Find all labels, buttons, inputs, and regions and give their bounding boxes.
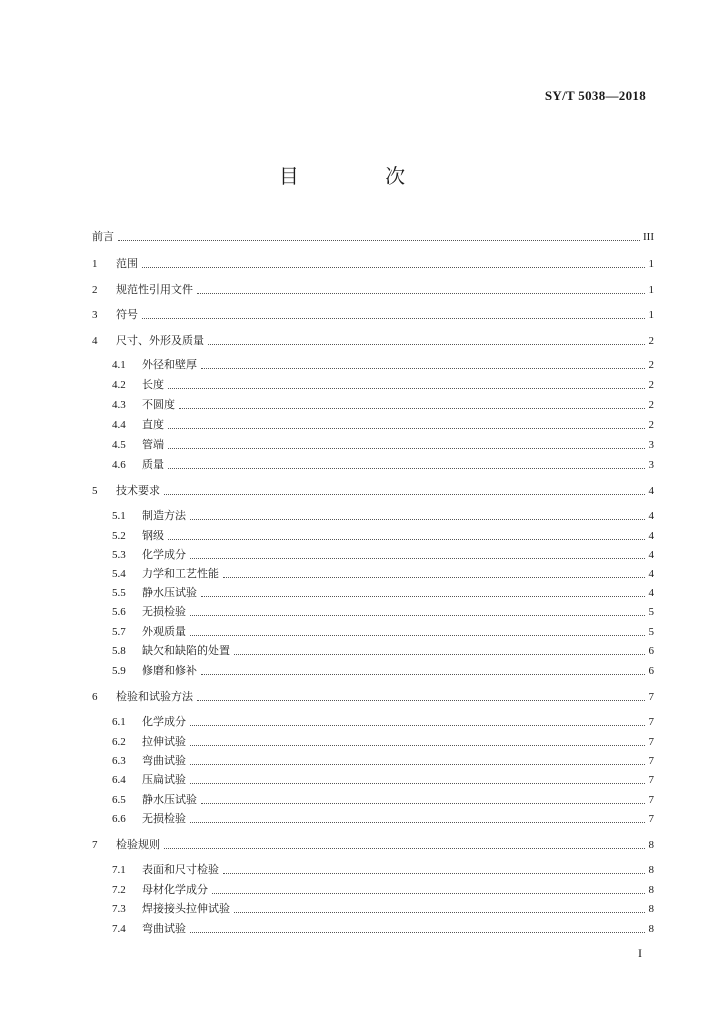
- toc-entry-page: 2: [648, 379, 654, 391]
- toc-entry[interactable]: [112, 662, 654, 678]
- toc-entry-label: 压扁试验: [142, 773, 186, 786]
- toc-entry[interactable]: [112, 733, 654, 749]
- toc-entry-page: 7: [648, 774, 654, 786]
- toc-entry-page: 4: [648, 587, 654, 599]
- toc-entry-label: 弯曲试验: [142, 754, 186, 767]
- toc-entry-number: 4.4: [112, 419, 126, 431]
- toc-entry[interactable]: [112, 376, 654, 392]
- toc-entry-number: 7.2: [112, 884, 126, 896]
- toc-entry-label: 外径和壁厚: [142, 358, 197, 371]
- toc-leader-dots: [223, 872, 645, 874]
- toc-entry-page: 3: [648, 439, 654, 451]
- toc-entry[interactable]: [112, 546, 654, 562]
- toc-entry[interactable]: [112, 396, 654, 412]
- toc-entry-label: 长度: [142, 378, 164, 391]
- toc-entry-number: 6.3: [112, 755, 126, 767]
- toc-entry-page: 1: [648, 309, 654, 321]
- toc-leader-dots: [168, 538, 645, 540]
- toc-leader-dots: [190, 744, 645, 746]
- toc-entry-label: 无损检验: [142, 812, 186, 825]
- toc-leader-dots: [190, 763, 645, 765]
- toc-entry-number: 5.8: [112, 645, 126, 657]
- toc-entry-number: 5.1: [112, 510, 126, 522]
- toc-entry[interactable]: [112, 900, 654, 916]
- toc-entry-number: 5.6: [112, 606, 126, 618]
- toc-entry-label: 缺欠和缺陷的处置: [142, 644, 230, 657]
- toc-entry-number: 4.6: [112, 459, 126, 471]
- toc-entry-label: 质量: [142, 458, 164, 471]
- toc-entry-label: 范围: [116, 257, 138, 270]
- toc-entry-page: III: [643, 231, 654, 243]
- toc-title: 目 次: [278, 164, 446, 188]
- toc-entry-number: 5: [92, 485, 98, 497]
- toc-entry-label: 尺寸、外形及质量: [116, 334, 204, 347]
- toc-entry-label: 符号: [116, 308, 138, 321]
- toc-entry-page: 2: [648, 359, 654, 371]
- toc-leader-dots: [142, 317, 645, 319]
- toc-leader-dots: [201, 595, 645, 597]
- toc-entry-number: 7: [92, 839, 98, 851]
- toc-entry-page: 8: [648, 839, 654, 851]
- toc-entry-page: 8: [648, 903, 654, 915]
- toc-entry[interactable]: [112, 584, 654, 600]
- toc-leader-dots: [168, 447, 645, 449]
- toc-entry-page: 7: [648, 755, 654, 767]
- toc-entry-number: 3: [92, 309, 98, 321]
- toc-entry-label: 钢级: [142, 529, 164, 542]
- toc-entry-label: 不圆度: [142, 398, 175, 411]
- toc-entry-label: 无损检验: [142, 605, 186, 618]
- toc-entry-number: 7.3: [112, 903, 126, 915]
- toc-entry[interactable]: [92, 306, 654, 322]
- toc-entry-number: 6.2: [112, 736, 126, 748]
- toc-leader-dots: [168, 387, 645, 389]
- toc-entry-number: 1: [92, 258, 98, 270]
- toc-entry-label: 化学成分: [142, 715, 186, 728]
- toc-entry-label: 规范性引用文件: [116, 283, 193, 296]
- toc-entry-number: 6.6: [112, 813, 126, 825]
- toc-entry[interactable]: [112, 771, 654, 787]
- toc-entry-number: 5.3: [112, 549, 126, 561]
- toc-entry-page: 8: [648, 923, 654, 935]
- toc-leader-dots: [168, 467, 645, 469]
- toc-leader-dots: [190, 724, 645, 726]
- toc-leader-dots: [197, 699, 645, 701]
- toc-leader-dots: [179, 407, 645, 409]
- toc-entry-label: 直度: [142, 418, 164, 431]
- toc-entry-page: 6: [648, 645, 654, 657]
- toc-entry[interactable]: [112, 623, 654, 639]
- toc-entry-label: 检验规则: [116, 838, 160, 851]
- toc-entry-number: 4.2: [112, 379, 126, 391]
- toc-entry-page: 5: [648, 626, 654, 638]
- toc-entry[interactable]: [112, 861, 654, 877]
- toc-entry[interactable]: [92, 255, 654, 271]
- toc-entry-page: 4: [648, 549, 654, 561]
- toc-leader-dots: [164, 493, 645, 495]
- toc-entry[interactable]: [112, 810, 654, 826]
- toc-leader-dots: [190, 614, 645, 616]
- toc-entry-label: 前言: [92, 230, 114, 243]
- toc-entry[interactable]: [112, 527, 654, 543]
- toc-entry-label: 制造方法: [142, 509, 186, 522]
- toc-entry-label: 技术要求: [116, 484, 160, 497]
- toc-entry-page: 4: [648, 568, 654, 580]
- toc-leader-dots: [234, 911, 645, 913]
- toc-entry[interactable]: [92, 332, 654, 348]
- toc-leader-dots: [168, 427, 645, 429]
- toc-entry-number: 5.4: [112, 568, 126, 580]
- toc-entry[interactable]: [92, 482, 654, 498]
- toc-leader-dots: [190, 931, 645, 933]
- toc-leader-dots: [118, 239, 640, 241]
- toc-entry-label: 力学和工艺性能: [142, 567, 219, 580]
- toc-leader-dots: [190, 782, 645, 784]
- toc-leader-dots: [208, 343, 645, 345]
- toc-entry-number: 7.1: [112, 864, 126, 876]
- toc-entry-page: 8: [648, 864, 654, 876]
- toc-entry-page: 4: [648, 510, 654, 522]
- toc-entry-page: 5: [648, 606, 654, 618]
- toc-entry-number: 4.3: [112, 399, 126, 411]
- toc-entry-page: 7: [648, 716, 654, 728]
- toc-entry[interactable]: [112, 920, 654, 936]
- toc-entry[interactable]: [92, 281, 654, 297]
- toc-entry[interactable]: [92, 836, 654, 852]
- toc-entry-label: 化学成分: [142, 548, 186, 561]
- toc-entry[interactable]: [112, 642, 654, 658]
- toc-entry[interactable]: [112, 436, 654, 452]
- toc-entry-page: 3: [648, 459, 654, 471]
- toc-entry-label: 焊接接头拉伸试验: [142, 902, 230, 915]
- toc-leader-dots: [190, 634, 645, 636]
- toc-leader-dots: [190, 557, 645, 559]
- toc-entry-number: 6.1: [112, 716, 126, 728]
- toc-entry-label: 拉伸试验: [142, 735, 186, 748]
- toc-entry-page: 1: [648, 284, 654, 296]
- toc-entry-number: 2: [92, 284, 98, 296]
- toc-entry[interactable]: [112, 416, 654, 432]
- toc-entry-page: 2: [648, 419, 654, 431]
- toc-leader-dots: [201, 673, 645, 675]
- toc-entry-page: 7: [648, 813, 654, 825]
- toc-entry-number: 6.4: [112, 774, 126, 786]
- toc-entry-label: 外观质量: [142, 625, 186, 638]
- toc-leader-dots: [142, 266, 645, 268]
- toc-entry-page: 2: [648, 335, 654, 347]
- toc-entry-page: 2: [648, 399, 654, 411]
- toc-entry-page: 7: [648, 691, 654, 703]
- page-number: I: [638, 946, 642, 960]
- toc-leader-dots: [201, 802, 645, 804]
- toc-entry-label: 静水压试验: [142, 793, 197, 806]
- toc-entry[interactable]: [112, 791, 654, 807]
- toc-entry-label: 母材化学成分: [142, 883, 208, 896]
- toc-entry[interactable]: [112, 603, 654, 619]
- toc-entry-label: 表面和尺寸检验: [142, 863, 219, 876]
- toc-entry-page: 4: [648, 530, 654, 542]
- toc-leader-dots: [234, 653, 645, 655]
- toc-entry-number: 6: [92, 691, 98, 703]
- toc-entry-label: 静水压试验: [142, 586, 197, 599]
- toc-entry[interactable]: [112, 752, 654, 768]
- toc-leader-dots: [201, 367, 645, 369]
- toc-entry-page: 7: [648, 736, 654, 748]
- toc-entry[interactable]: [112, 356, 654, 372]
- toc-entry-page: 7: [648, 794, 654, 806]
- toc-entry-number: 5.7: [112, 626, 126, 638]
- standard-code: SY/T 5038—2018: [544, 88, 646, 103]
- toc-entry-page: 6: [648, 665, 654, 677]
- toc-entry[interactable]: [112, 565, 654, 581]
- toc-entry-page: 4: [648, 485, 654, 497]
- toc-leader-dots: [223, 576, 645, 578]
- toc-entry-number: 4: [92, 335, 98, 347]
- toc-leader-dots: [197, 292, 645, 294]
- toc-entry[interactable]: [92, 688, 654, 704]
- toc-entry[interactable]: [112, 456, 654, 472]
- toc-entry-label: 修磨和修补: [142, 664, 197, 677]
- toc-entry[interactable]: [92, 228, 654, 244]
- toc-entry[interactable]: [112, 713, 654, 729]
- toc-leader-dots: [190, 518, 645, 520]
- toc-entry-number: 5.2: [112, 530, 126, 542]
- toc-entry-number: 5.9: [112, 665, 126, 677]
- toc-entry-number: 4.5: [112, 439, 126, 451]
- toc-entry-number: 4.1: [112, 359, 126, 371]
- toc-entry[interactable]: [112, 881, 654, 897]
- toc-entry-label: 管端: [142, 438, 164, 451]
- toc-entry-page: 1: [648, 258, 654, 270]
- toc-leader-dots: [164, 847, 645, 849]
- toc-entry-page: 8: [648, 884, 654, 896]
- toc-entry-number: 5.5: [112, 587, 126, 599]
- toc-entry[interactable]: [112, 507, 654, 523]
- toc-leader-dots: [190, 821, 645, 823]
- toc-entry-number: 6.5: [112, 794, 126, 806]
- toc-entry-label: 弯曲试验: [142, 922, 186, 935]
- toc-entry-label: 检验和试验方法: [116, 690, 193, 703]
- toc-leader-dots: [212, 892, 645, 894]
- toc-entry-number: 7.4: [112, 923, 126, 935]
